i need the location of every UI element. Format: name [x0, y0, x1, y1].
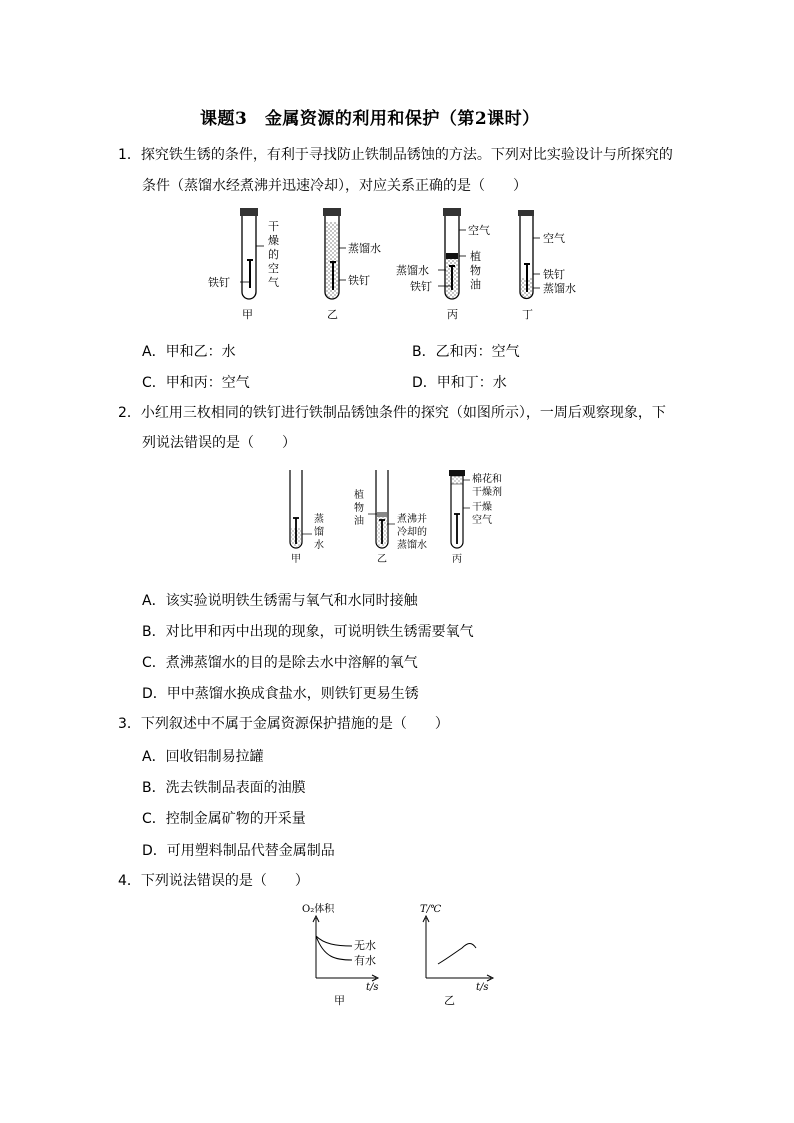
q2-option-d[interactable]: D．甲中蒸馏水换成食盐水，则铁钉更易生锈 — [142, 686, 419, 702]
q2-label-liu: 馏 — [314, 527, 324, 538]
q1-option-a[interactable]: A．甲和乙：水 — [142, 344, 236, 360]
q1-label-qi: 气 — [268, 276, 279, 289]
q2-caption-yi: 乙 — [377, 554, 387, 565]
q1-stem-line1: 1．探究铁生锈的条件，有利于寻找防止铁制品锈蚀的方法。下列对比实验设计与所探究的 — [118, 147, 673, 163]
q4-graph-yi — [423, 916, 493, 981]
q4-g1-caption: 甲 — [334, 994, 345, 1007]
q4-g2-caption: 乙 — [444, 994, 455, 1007]
q2-figure — [280, 462, 530, 568]
q1-label-you: 油 — [470, 278, 481, 291]
q2-option-b[interactable]: B．对比甲和丙中出现的现象，可说明铁生锈需要氧气 — [142, 624, 474, 640]
q1-label-tieding-1: 铁钉 — [208, 276, 230, 289]
q1-label-zao: 燥 — [268, 234, 279, 247]
q1-caption-yi: 乙 — [327, 308, 338, 321]
page-title: 课题3 金属资源的利用和保护（第2课时） — [200, 109, 540, 129]
q1-caption-jia: 甲 — [242, 308, 253, 321]
q3-option-b[interactable]: B．洗去铁制品表面的油膜 — [142, 780, 306, 796]
q3-stem-line1: 3．下列叙述中不属于金属资源保护措施的是（ ） — [118, 716, 449, 732]
q1-tube-jia — [240, 208, 264, 299]
q1-tube-ding — [518, 210, 540, 299]
q1-caption-bing: 丙 — [447, 308, 458, 321]
q2-label-ganzao: 干燥 — [472, 502, 492, 513]
q4-g1-xlabel: t/s — [366, 982, 379, 993]
q2-stem-line2: 列说法错误的是（ ） — [142, 435, 296, 451]
q2-caption-jia: 甲 — [291, 554, 301, 565]
q2-label-zhufei-1: 煮沸并 — [397, 514, 427, 525]
q1-tube-yi — [323, 208, 346, 299]
q2-label-zhufei-2: 冷却的 — [397, 527, 427, 538]
q2-caption-bing: 丙 — [452, 554, 462, 565]
q1-label-zhengliushui-2: 蒸馏水 — [396, 264, 429, 277]
q2-label-wu: 物 — [354, 503, 364, 514]
q2-label-mianhua-2: 干燥剂 — [472, 487, 502, 498]
q2-stem-line1: 2．小红用三枚相同的铁钉进行铁制品锈蚀条件的探究（如图所示），一周后观察现象，下 — [118, 405, 666, 421]
q1-label-gan: 干 — [268, 220, 279, 233]
q2-label-zhufei-3: 蒸馏水 — [397, 540, 427, 551]
q1-label-kongqi-2: 空气 — [543, 232, 565, 245]
q2-label-mianhua-1: 棉花和 — [472, 474, 502, 485]
q2-label-shui: 水 — [314, 540, 324, 551]
q2-label-you: 油 — [354, 516, 364, 527]
q1-tube-bing — [438, 208, 466, 299]
q4-g2-xlabel: t/s — [476, 982, 489, 993]
q3-option-c[interactable]: C．控制金属矿物的开采量 — [142, 811, 306, 827]
q1-stem-line2: 条件（蒸馏水经煮沸并迅速冷却），对应关系正确的是（ ） — [142, 178, 527, 194]
q1-label-tieding-2: 铁钉 — [348, 274, 370, 287]
q4-g2-ylabel: T/℃ — [420, 904, 442, 915]
q4-figure — [296, 898, 506, 1010]
q2-label-zhi: 植 — [354, 490, 364, 501]
q1-figure — [200, 200, 600, 325]
q2-label-kongqi: 空气 — [472, 515, 492, 526]
q1-option-b[interactable]: B．乙和丙：空气 — [412, 344, 520, 360]
q1-label-zhi: 植 — [470, 250, 481, 263]
q1-option-c[interactable]: C．甲和丙：空气 — [142, 375, 250, 391]
q2-tube-jia — [290, 470, 312, 548]
q1-label-wu: 物 — [470, 264, 481, 277]
q4-label-wushui: 无水 — [354, 939, 376, 952]
q3-option-d[interactable]: D．可用塑料制品代替金属制品 — [142, 843, 335, 859]
q2-tube-yi — [368, 470, 395, 548]
q3-option-a[interactable]: A．回收铝制易拉罐 — [142, 749, 264, 765]
q1-label-zhengliushui-1: 蒸馏水 — [348, 242, 381, 255]
q1-option-d[interactable]: D．甲和丁：水 — [412, 375, 507, 391]
q1-label-kong: 空 — [268, 262, 279, 275]
q1-label-tieding-4: 铁钉 — [543, 268, 565, 281]
q1-label-tieding-3: 铁钉 — [410, 280, 432, 293]
q2-option-a[interactable]: A．该实验说明铁生锈需与氧气和水同时接触 — [142, 593, 418, 609]
q1-label-zhengliushui-3: 蒸馏水 — [543, 282, 576, 295]
q2-option-c[interactable]: C．煮沸蒸馏水的目的是除去水中溶解的氧气 — [142, 655, 418, 671]
q2-tube-bing — [449, 470, 470, 548]
q1-label-de: 的 — [268, 248, 279, 261]
q1-caption-ding: 丁 — [522, 308, 533, 321]
q4-g1-ylabel: O₂体积 — [302, 904, 335, 915]
q4-label-youshui: 有水 — [354, 954, 376, 967]
q4-stem-line1: 4．下列说法错误的是（ ） — [118, 873, 309, 889]
q2-label-zheng: 蒸 — [314, 514, 324, 525]
q1-label-kongqi-1: 空气 — [468, 224, 490, 237]
